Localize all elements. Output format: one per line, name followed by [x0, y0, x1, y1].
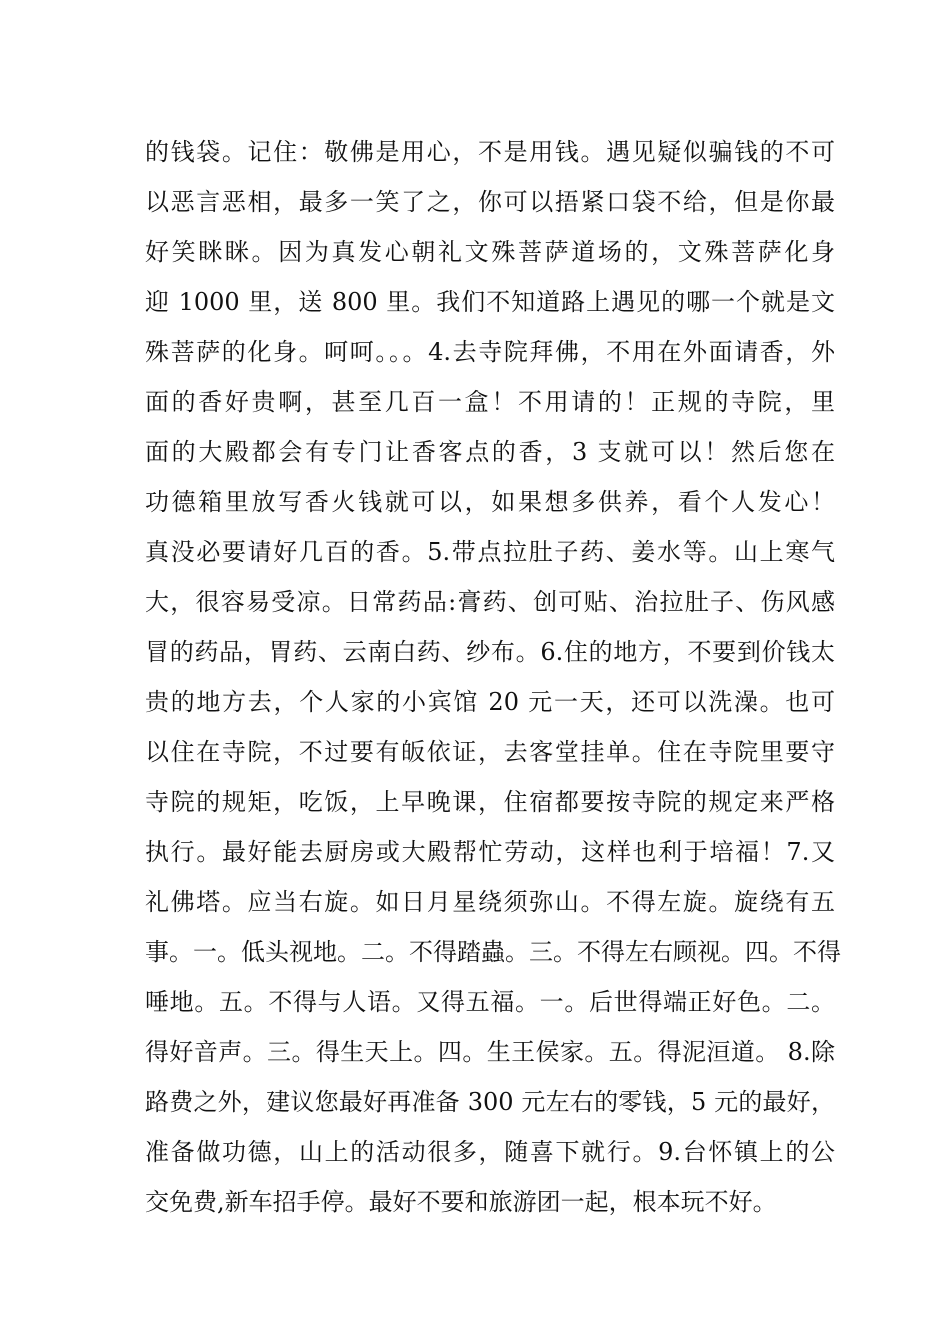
text-line: 礼佛塔。应当右旋。如日月星绕须弥山。不得左旋。旋绕有五 — [145, 888, 835, 916]
body-text — [145, 127, 841, 1227]
text-line: 殊菩萨的化身。呵呵。。。4.去寺院拜佛，不用在外面请香，外 — [145, 338, 835, 366]
text-line: 迎 1000 里，送 800 里。我们不知道路上遇见的哪一个就是文 — [145, 288, 835, 316]
text-line: 面的大殿都会有专门让香客点的香，3 支就可以！然后您在 — [145, 438, 835, 466]
text-line: 路费之外，建议您最好再准备 300 元左右的零钱，5 元的最好， — [145, 1088, 835, 1116]
text-line: 面的香好贵啊，甚至几百一盒！不用请的！正规的寺院，里 — [145, 388, 835, 416]
text-line: 事。一。低头视地。二。不得踏蟲。三。不得左右顾视。四。不得 — [145, 938, 841, 966]
text-line: 交免费,新车招手停。最好不要和旅游团一起，根本玩不好。 — [145, 1188, 777, 1216]
text-line: 大，很容易受凉。日常药品:膏药、创可贴、治拉肚子、伤风感 — [145, 588, 835, 616]
text-line: 寺院的规矩，吃饭，上早晚课，住宿都要按寺院的规定来严格 — [145, 788, 835, 816]
text-line: 真没必要请好几百的香。5.带点拉肚子药、姜水等。山上寒气 — [145, 538, 835, 566]
text-line: 执行。最好能去厨房或大殿帮忙劳动，这样也利于培福！7.又 — [145, 838, 835, 866]
text-line: 贵的地方去，个人家的小宾馆 20 元一天，还可以洗澡。也可 — [145, 688, 835, 716]
text-line: 功德箱里放写香火钱就可以，如果想多供养，看个人发心！ — [145, 488, 835, 516]
text-line: 好笑眯眯。因为真发心朝礼文殊菩萨道场的，文殊菩萨化身 — [145, 238, 835, 266]
text-line: 的钱袋。记住：敬佛是用心，不是用钱。遇见疑似骗钱的不可 — [145, 138, 835, 166]
text-line: 以恶言恶相，最多一笑了之，你可以捂紧口袋不给，但是你最 — [145, 188, 835, 216]
text-line: 得好音声。三。得生天上。四。生王侯家。五。得泥洹道。 8.除 — [145, 1038, 835, 1066]
text-line: 冒的药品，胃药、云南白药、纱布。6.住的地方，不要到价钱太 — [145, 638, 835, 666]
text-line: 准备做功德，山上的活动很多，随喜下就行。9.台怀镇上的公 — [145, 1138, 835, 1166]
text-line: 以住在寺院，不过要有皈依证，去客堂挂单。住在寺院里要守 — [145, 738, 835, 766]
text-line: 唾地。五。不得与人语。又得五福。一。后世得端正好色。二。 — [145, 988, 835, 1016]
